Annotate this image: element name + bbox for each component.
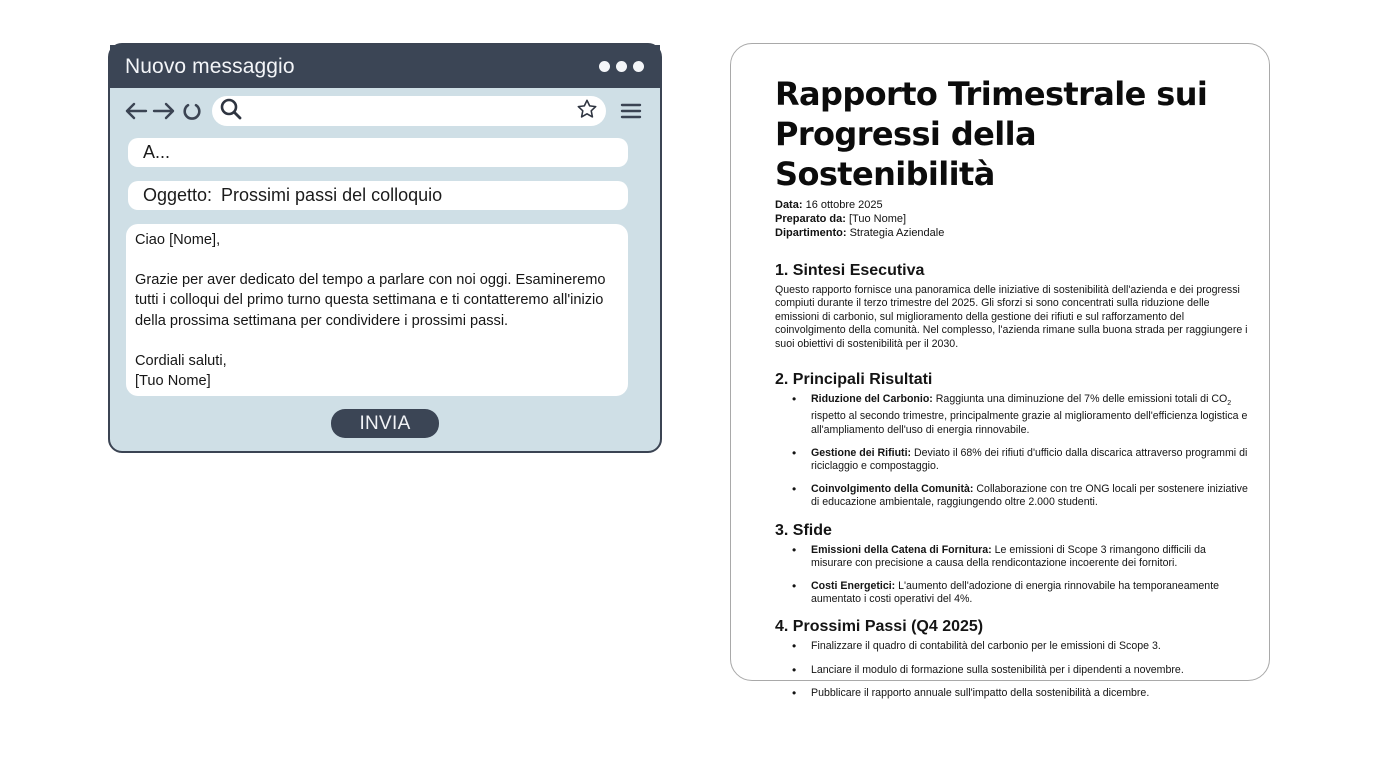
- list-item: • Pubblicare il rapporto annuale sull'impatto della sostenibilità a dicembre.: [792, 687, 1249, 700]
- section-heading-next-steps: 4. Prossimi Passi (Q4 2025): [775, 618, 984, 636]
- key-results-list: [792, 393, 1249, 510]
- hamburger-menu-icon[interactable]: [616, 97, 646, 125]
- list-item: • Gestione dei Rifiuti: Deviato il 68% dei rifiuti d'ufficio dalla discarica attraverso programmi di riciclaggio e compostaggio.: [792, 447, 1249, 473]
- meta-date: Data: 16 ottobre 2025: [775, 199, 883, 211]
- meta-prepared-by: Preparato da: [Tuo Nome]: [775, 213, 907, 225]
- list-item: • Emissioni della Catena di Fornitura: Le emissioni di Scope 3 rimangono difficili da misurare con precisione a causa della rendicontazione incoerente dei fornitori.: [792, 544, 1249, 570]
- compose-titlebar: [110, 45, 660, 88]
- arrow-right-icon[interactable]: [150, 97, 178, 125]
- body-closing: Cordiali saluti,: [135, 352, 227, 369]
- list-item: • Riduzione del Carbonio: Raggiunta una diminuzione del 7% delle emissioni totali di $CO_2$ rispetto al secondo trimestre, principalmente grazie al miglioramento dell'efficienza logistica e all'ampliamento dell'uso di energia rinnovabile.: [792, 393, 1249, 437]
- section-heading-executive-summary: 1. Sintesi Esecutiva: [775, 262, 925, 279]
- subject-value: Prossimi passi del colloquio: [221, 185, 443, 205]
- window-dot-icon[interactable]: [599, 61, 610, 72]
- next-steps-list: [792, 640, 1249, 700]
- meta-department: Dipartimento: Strategia Aziendale: [775, 227, 945, 239]
- arrow-left-icon[interactable]: [122, 97, 150, 125]
- subject-field[interactable]: [128, 181, 628, 210]
- address-bar[interactable]: [212, 96, 606, 126]
- window-title: Nuovo messaggio: [125, 54, 295, 78]
- to-placeholder: A...: [143, 142, 171, 162]
- search-icon: [220, 98, 242, 125]
- section-heading-key-results: 2. Principali Risultati: [775, 371, 933, 389]
- report-meta: [775, 198, 1249, 240]
- star-icon[interactable]: [576, 98, 598, 125]
- body-greeting: Ciao [Nome],: [135, 232, 221, 248]
- challenges-list: [792, 544, 1249, 607]
- executive-summary-text: Questo rapporto fornisce una panoramica delle iniziative di sostenibilità dell'azienda e dei progressi compiuti durante il terzo trimestre del 2025. Gli sforzi si sono concentrati sulla riduzione delle emissioni di carbonio, sul miglioramento della gestione dei rifiuti e sul rafforzamento del coinvolgimento della comunità. Nel complesso, l'azienda rimane sulla buona strada per raggiungere i suoi obiettivi di sostenibilità per il 2030.: [775, 284, 1248, 350]
- reload-icon[interactable]: [178, 97, 206, 125]
- list-item: • Finalizzare il quadro di contabilità del carbonio per le emissioni di Scope 3.: [792, 640, 1249, 653]
- body-paragraph: Grazie per aver dedicato del tempo a parlare con noi oggi. Esamineremo tutti i colloqui del primo turno questa settimana e ti contatteremo all'inizio della prossima settimana per condividere i prossimi passi.: [135, 272, 606, 329]
- list-item: • Costi Energetici: L'aumento dell'adozione di energia rinnovabile ha temporaneamente aumentato i costi operativi del 4%.: [792, 580, 1249, 606]
- list-item: • Lanciare il modulo di formazione sulla sostenibilità per i dipendenti a novembre.: [792, 664, 1249, 677]
- report-document: [730, 43, 1270, 699]
- report-title: Rapporto Trimestrale sui Progressi della Sostenibilità: [775, 75, 1208, 193]
- subject-label: Oggetto:: [143, 185, 213, 205]
- message-body[interactable]: [126, 224, 628, 396]
- window-controls[interactable]: [599, 61, 644, 72]
- to-field[interactable]: [128, 138, 628, 167]
- window-dot-icon[interactable]: [616, 61, 627, 72]
- browser-toolbar: [122, 95, 646, 127]
- list-item: • Coinvolgimento della Comunità: Collaborazione con tre ONG locali per sostenere iniziative di educazione ambientale, raggiungendo oltre 2.000 studenti.: [792, 483, 1249, 509]
- section-heading-challenges: 3. Sfide: [775, 521, 832, 539]
- body-signature: [Tuo Nome]: [135, 373, 211, 390]
- send-button[interactable]: INVIA: [331, 409, 439, 438]
- compose-window: [108, 43, 662, 453]
- window-dot-icon[interactable]: [633, 61, 644, 72]
